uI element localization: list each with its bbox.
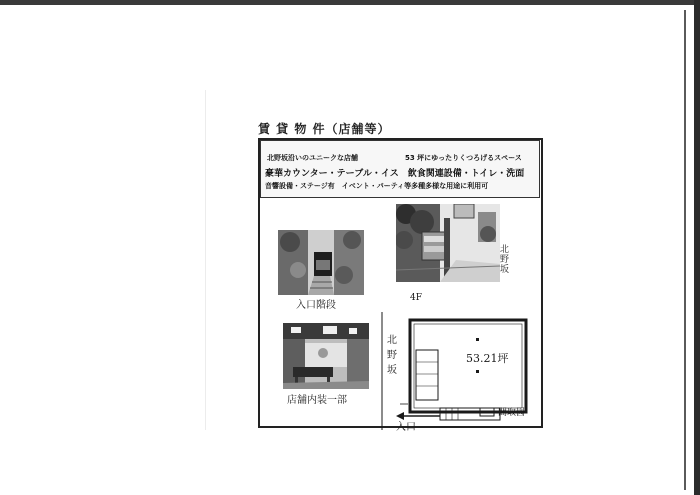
scan-edge-right bbox=[694, 0, 700, 495]
caption-floorplan: 間取図 bbox=[498, 408, 526, 418]
caption-floor: 4F bbox=[410, 293, 422, 303]
caption-entrance: 入口 bbox=[396, 422, 416, 433]
shop-interior-photo bbox=[283, 323, 369, 389]
ad-line-1-left: 北野坂沿いのユニークな店舗 bbox=[267, 154, 358, 162]
caption-left-street: 北野坂 bbox=[387, 335, 397, 376]
building-exterior-photo bbox=[396, 204, 500, 282]
document-title: 賃 貸 物 件（店舗等） bbox=[258, 122, 391, 136]
scan-fold-line bbox=[684, 10, 686, 490]
ad-line-1-right: 53 坪にゆったりくつろげるスペース bbox=[405, 154, 522, 162]
caption-side-street: 北野坂 bbox=[500, 245, 510, 275]
ad-line-2: 豪華カウンター・テーブル・イス 飲食関連設備・トイレ・洗面 bbox=[265, 169, 525, 179]
caption-entrance-stairs: 入口階段 bbox=[296, 300, 336, 311]
floor-area-label: 53.21坪 bbox=[466, 352, 509, 365]
entrance-stairs-photo bbox=[278, 230, 364, 295]
caption-shop-interior: 店舗内装一部 bbox=[287, 395, 347, 406]
ad-line-3: 音響設備・ステージ有 イベント・パーティ等多種多様な用途に利用可 bbox=[265, 182, 489, 190]
scan-edge-top bbox=[0, 0, 700, 5]
